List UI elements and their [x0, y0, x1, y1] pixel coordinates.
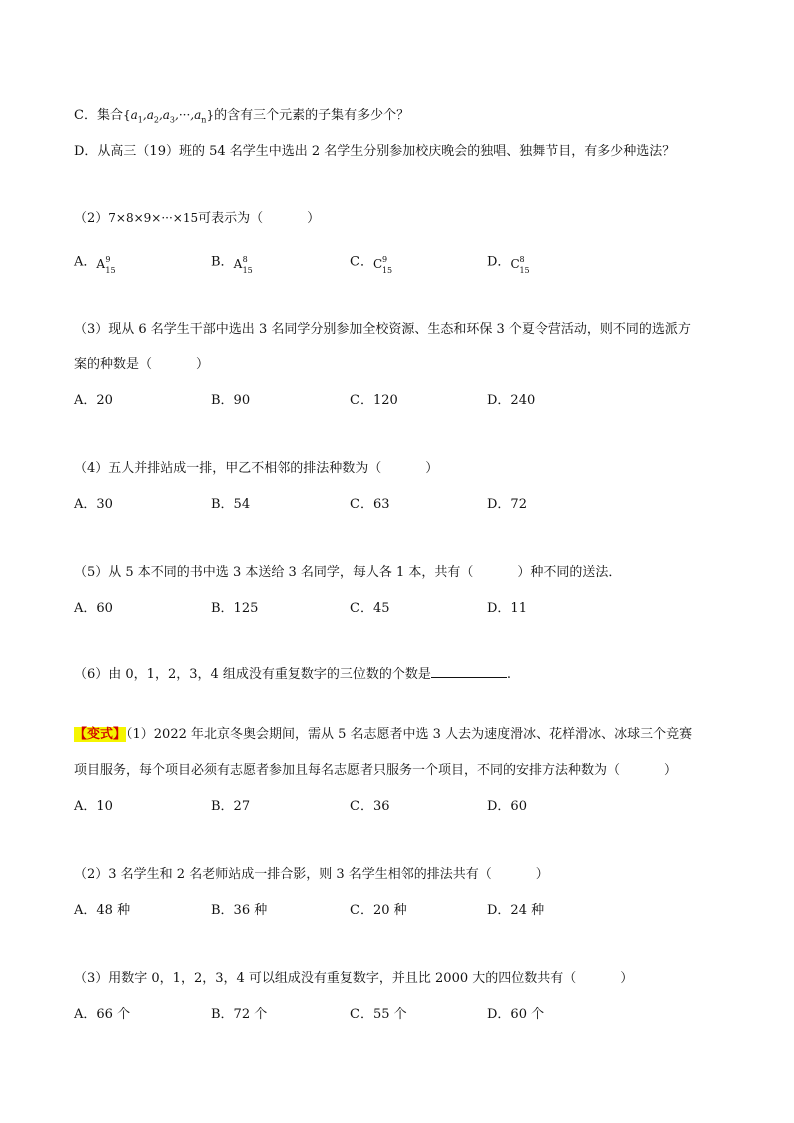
variant-tag: 【变式】 [74, 727, 127, 742]
q5-option-c[interactable]: C．45 [350, 601, 390, 616]
q2-option-d[interactable]: D． C 8 15 [487, 254, 530, 275]
q3-options [74, 391, 634, 411]
variant-q3-option-b[interactable]: B．72 个 [211, 1007, 268, 1022]
option-text: 的含有三个元素的子集有多少个？ [214, 108, 410, 123]
variant-q3-option-d[interactable]: D．60 个 [487, 1007, 545, 1022]
q1-option-c [74, 105, 409, 130]
variant-q1-option-a[interactable]: A．10 [74, 799, 113, 814]
variant-q3-options [74, 1005, 634, 1025]
variant-q3-option-c[interactable]: C．55 个 [350, 1007, 407, 1022]
q4-stem: （4）五人并排站成一排，甲乙不相邻的排法种数为（ ） [74, 461, 439, 476]
q4-options [74, 495, 634, 515]
set-brace-open: { [122, 108, 131, 122]
variant-q2-option-a[interactable]: A．48 种 [74, 903, 131, 918]
q5-option-d[interactable]: D．11 [487, 601, 527, 616]
q3-option-a[interactable]: A．20 [74, 393, 113, 408]
variant-q1-option-d[interactable]: D．60 [487, 799, 527, 814]
q3-option-c[interactable]: C．120 [350, 393, 398, 408]
variant-q3-option-a[interactable]: A．66 个 [74, 1007, 131, 1022]
variant-q1-option-c[interactable]: C．36 [350, 799, 390, 814]
option-text: 集合 [96, 108, 123, 123]
q4-option-b[interactable]: B．54 [211, 497, 251, 512]
product-expression: 7×8×9×···×15 [108, 211, 199, 225]
q3-stem-line2: 案的种数是（ ） [74, 357, 210, 372]
q3-option-b[interactable]: B．90 [211, 393, 251, 408]
variant-q1-options [74, 797, 634, 817]
variant-q1-line2: 项目服务，每个项目必须有志愿者参加且每名志愿者只服务一个项目，不同的安排方法种数为（ ） [74, 763, 678, 778]
q2-option-c[interactable]: C． C 9 15 [350, 254, 393, 275]
variant-q1-option-b[interactable]: B．27 [211, 799, 251, 814]
variant-q2-option-c[interactable]: C．20 种 [350, 903, 407, 918]
q1-option-d: D．从高三（19）班的 54 名学生中选出 2 名学生分别参加校庆晚会的独唱、独舞节目，有多少种选法？ [74, 144, 676, 159]
q4-option-a[interactable]: A．30 [74, 497, 113, 512]
q4-option-c[interactable]: C．63 [350, 497, 390, 512]
variant-q2-options [74, 901, 634, 921]
variant-q2-stem: （2）3 名学生和 2 名老师站成一排合影，则 3 名学生相邻的排法共有（ ） [74, 867, 549, 882]
q2-option-a[interactable]: A． A 9 15 [74, 254, 116, 275]
set-elements: $a_1,a_2,a_3,\cdot\cdot\cdot,a_n$ [130, 108, 207, 125]
q4-option-d[interactable]: D．72 [487, 497, 527, 512]
q5-option-b[interactable]: B．125 [211, 601, 259, 616]
q2-options [74, 252, 634, 275]
answer-blank[interactable] [431, 663, 507, 678]
q2-stem: （2）7×8×9×···×15可表示为（ ） [74, 211, 321, 226]
q3-option-d[interactable]: D．240 [487, 393, 536, 408]
q3-stem-line1: （3）现从 6 名学生干部中选出 3 名同学分别参加全校资源、生态和环保 3 个夏令营活动，则不同的选派方 [74, 322, 691, 337]
option-label: C． [74, 108, 97, 123]
q5-option-a[interactable]: A．60 [74, 601, 113, 616]
set-brace-close: } [206, 108, 215, 122]
q5-options [74, 599, 634, 619]
variant-q1-line1: 【变式】（1）2022 年北京冬奥会期间，需从 5 名志愿者中选 3 人去为速度滑冰、花样滑冰、冰球三个竞赛 [74, 727, 693, 742]
variant-q2-option-d[interactable]: D．24 种 [487, 903, 545, 918]
q5-stem: （5）从 5 本不同的书中选 3 本送给 3 名同学，每人各 1 本，共有（ ）种不同的送法． [74, 565, 622, 580]
variant-q2-option-b[interactable]: B．36 种 [211, 903, 268, 918]
q2-option-b[interactable]: B． A 8 15 [211, 254, 253, 275]
q6-stem: （6）由 0，1，2，3，4 组成没有重复数字的三位数的个数是 . [74, 663, 511, 685]
variant-q3-stem: （3）用数字 0，1，2，3，4 可以组成没有重复数字，并且比 2000 大的四位数共有（ ） [74, 971, 634, 986]
